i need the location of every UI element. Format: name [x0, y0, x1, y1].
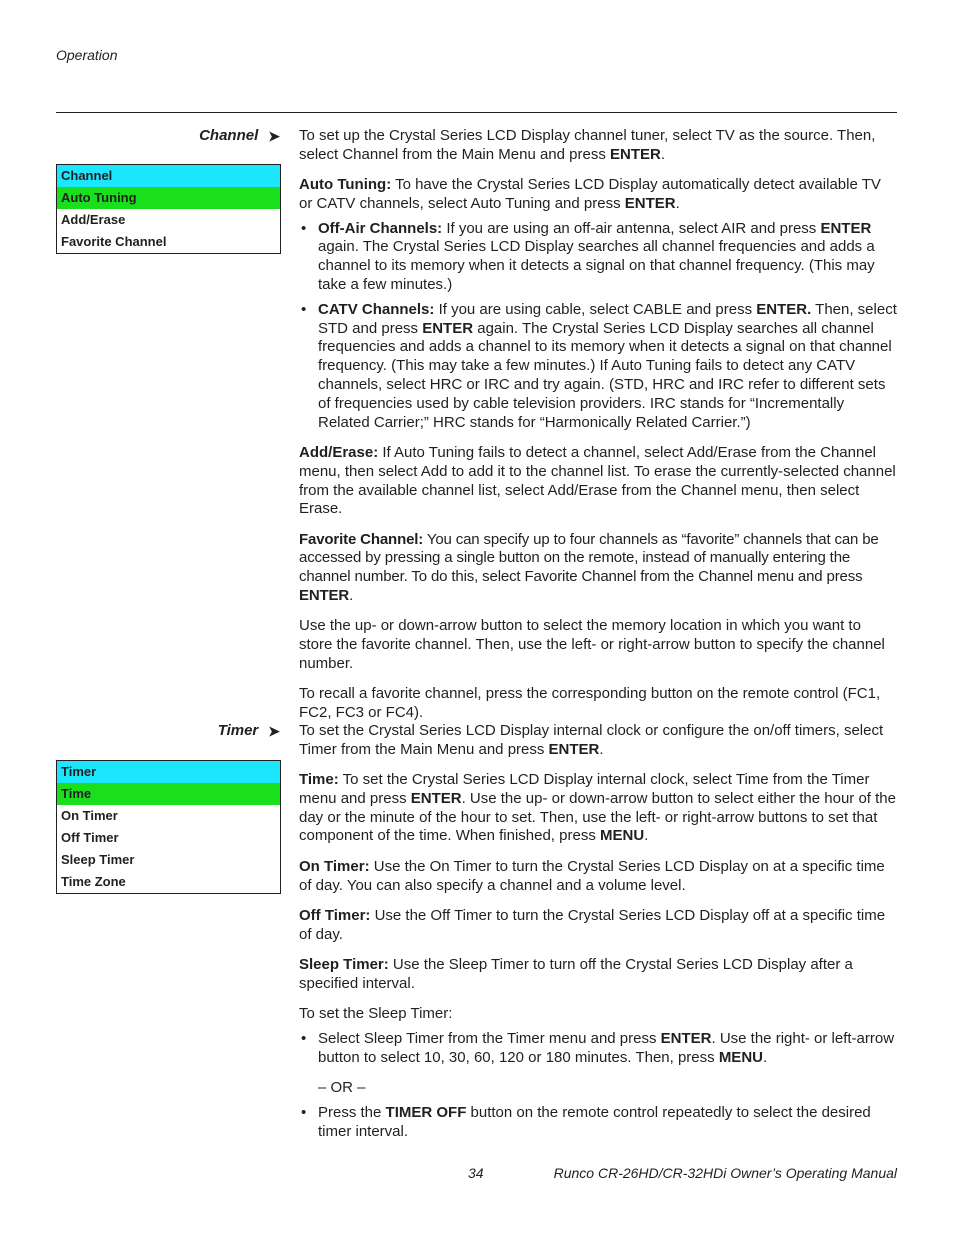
- channel-menu-item-add-erase: Add/Erase: [61, 212, 126, 227]
- on-timer-paragraph: On Timer: Use the On Timer to turn the Crystal Series LCD Display on at a specific time of day. You can also specify a channel and a volume level.: [299, 857, 885, 894]
- catv-bullet: • CATV Channels: If you are using cable, select CABLE and press ENTER. Then, select STD and press ENTER again. The Crystal Series LCD Display searches all channel frequencies and adds a channel to its memory when it detects a signal on that channel frequency. (This may take a few minutes.) If Auto Tuning fails to detect any CATV channels, select HRC or IRC and try again. (STD, HRC and IRC refer to different sets of frequencies used by cable television providers. IRC stands for “Incrementally Related Carrier;” HRC stands for “Harmonically Related Carrier.”): [299, 301, 897, 433]
- channel-menu-title: Channel: [57, 165, 280, 187]
- off-timer-paragraph: Off Timer: Use the Off Timer to turn the Crystal Series LCD Display off at a specific time of day.: [299, 906, 886, 943]
- running-header: Operation: [56, 47, 118, 63]
- timer-menu-item-sleep-timer: Sleep Timer: [61, 852, 135, 867]
- arrowhead-right-icon: ➤: [268, 723, 280, 739]
- favorite-recall-paragraph: To recall a favorite channel, press the corresponding button on the remote control (FC1, FC2, FC3 or FC4).: [299, 685, 881, 722]
- timer-heading-label: Timer: [217, 722, 259, 739]
- time-paragraph: Time: To set the Crystal Series LCD Display internal clock, select Time from the Timer menu and press ENTER. Use the up- or down-arrow button to select either the hour of the day or the minute of the hour to set. Then, use the left- or right-arrow buttons to set that component of the time. When finished, press MENU.: [299, 771, 896, 845]
- sleep-timer-steps-intro: To set the Sleep Timer:: [299, 1005, 453, 1023]
- timer-menu-diagram: [56, 760, 281, 894]
- channel-menu-diagram: [56, 164, 281, 254]
- add-erase-paragraph: Add/Erase: If Auto Tuning fails to detect a channel, select Add/Erase from the Channel menu, then select Add to add it to the channel list. To erase the currently-selected channel from the available channel list, select Add/Erase from the Channel menu, then select Erase.: [299, 443, 896, 518]
- timer-menu-item-time: Time: [57, 783, 280, 805]
- timer-menu-item-off-timer: Off Timer: [61, 830, 119, 845]
- sleep-timer-paragraph: Sleep Timer: Use the Sleep Timer to turn off the Crystal Series LCD Display after a specified interval.: [299, 955, 853, 992]
- channel-menu-item-favorite-channel: Favorite Channel: [61, 234, 167, 249]
- timer-menu-item-time-zone: Time Zone: [61, 874, 126, 889]
- favorite-updown-paragraph: Use the up- or down-arrow button to select the memory location in which you want to store the favorite channel. Then, use the left- or right-arrow button to specify the channel number.: [299, 617, 885, 672]
- channel-heading-label: Channel: [199, 127, 259, 144]
- or-separator: – OR –: [318, 1078, 366, 1096]
- timer-intro: To set the Crystal Series LCD Display internal clock or configure the on/off timers, select Timer from the Main Menu and press ENTER.: [299, 722, 884, 758]
- arrowhead-right-icon: ➤: [268, 128, 280, 144]
- channel-intro: To set up the Crystal Series LCD Display channel tuner, select TV as the source. Then, select Channel from the Main Menu and press ENTER.: [299, 127, 876, 163]
- sleep-step-remote-bullet: • Press the TIMER OFF button on the remote control repeatedly to select the desired timer interval.: [299, 1104, 897, 1142]
- channel-body: [299, 127, 897, 734]
- channel-heading: [56, 127, 280, 144]
- timer-heading: [56, 722, 280, 739]
- channel-menu-item-auto-tuning: Auto Tuning: [57, 187, 280, 209]
- timer-menu-item-on-timer: On Timer: [61, 808, 118, 823]
- timer-body: [299, 722, 897, 1147]
- manual-title: Runco CR-26HD/CR-32HDi Owner’s Operating Manual: [553, 1165, 897, 1181]
- timer-menu-title: Timer: [57, 761, 280, 783]
- favorite-channel-paragraph: Favorite Channel: You can specify up to four channels as “favorite” channels that can be accessed by pressing a single button on the remote, instead of manually entering the channel number. To do this, select Favorite Channel from the Channel menu and press ENTER.: [299, 530, 879, 605]
- sleep-step-menu-bullet: • Select Sleep Timer from the Timer menu and press ENTER. Use the right- or left-arrow button to select 10, 30, 60, 120 or 180 minutes. Then, press MENU.: [299, 1030, 897, 1068]
- auto-tuning-paragraph: Auto Tuning: To have the Crystal Series LCD Display automatically detect available TV or CATV channels, select Auto Tuning and press ENTER.: [299, 176, 881, 212]
- header-rule: [56, 112, 897, 113]
- off-air-bullet: • Off-Air Channels: If you are using an off-air antenna, select AIR and press ENTER again. The Crystal Series LCD Display searches all channel frequencies and adds a channel to its memory when it detects a signal on that channel frequency. (This may take a few minutes.): [299, 220, 897, 295]
- page-number: 34: [468, 1165, 484, 1181]
